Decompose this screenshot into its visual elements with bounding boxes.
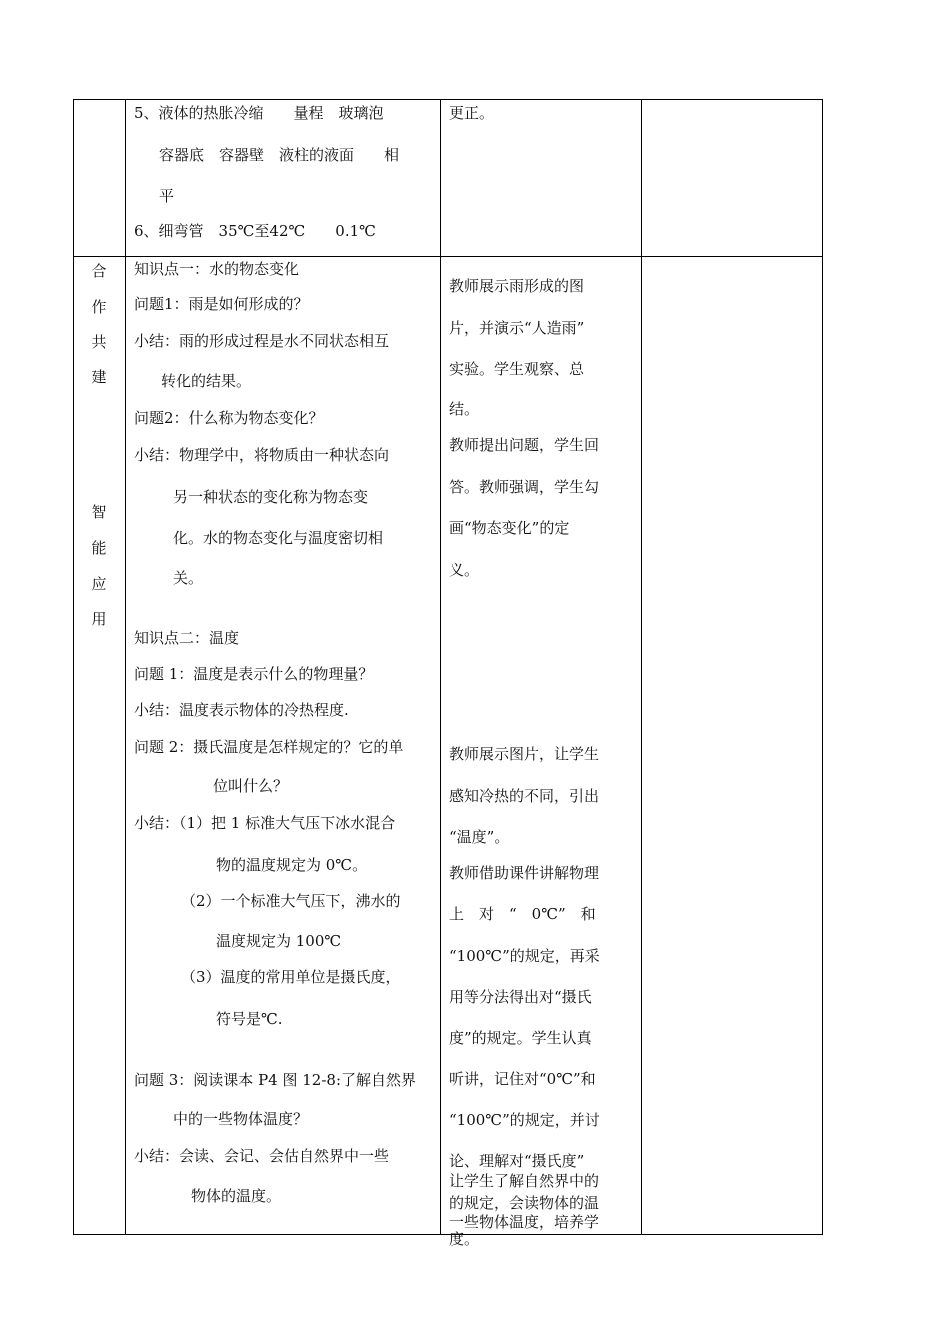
content-line: 容器底 容器壁 液柱的液面 相 [159, 146, 400, 164]
activity-line: 答。教师强调，学生勾 [449, 478, 600, 496]
activity-line: 感知冷热的不同，引出 [449, 787, 600, 805]
activity-line: “温度”。 [449, 828, 510, 846]
row1-content-cell [126, 99, 439, 256]
content-line: 物的温度规定为 0℃。 [216, 856, 368, 874]
content-line: 小结：会读、会记、会估自然界中一些 [134, 1147, 390, 1165]
notes-cell [642, 99, 822, 256]
activity-line: 一些物体温度，培养学 [449, 1213, 600, 1231]
activity-line: 让学生了解自然界中的 [449, 1172, 600, 1190]
activity-line: 上 对 “ 0℃” 和 [449, 905, 596, 923]
activity-line: 教师提出问题，学生回 [449, 436, 600, 454]
activity-line: “100℃”的规定，并讨 [449, 1111, 600, 1129]
activity-line: 度”的规定。学生认真 [449, 1029, 592, 1047]
content-line: 小结：雨的形成过程是水不同状态相互 [134, 332, 390, 350]
stage-char: 建 [91, 368, 107, 386]
activity-line: 教师借助课件讲解物理 [449, 864, 600, 882]
lesson-table [73, 99, 823, 1248]
content-line: 符号是℃. [216, 1010, 283, 1028]
content-line: 小结：温度表示物体的冷热程度. [134, 701, 349, 719]
content-line: 知识点二：温度 [134, 629, 240, 647]
content-line: 平 [159, 187, 175, 205]
activity-line: 论、理解对“摄氏度” [449, 1152, 585, 1170]
row2-content-cell [126, 257, 439, 1234]
activity-line: 听讲，记住对“0℃”和 [449, 1070, 596, 1088]
stage-char: 合 [91, 262, 107, 280]
content-line: 问题 3：阅读课本 P4 图 12-8:了解自然界 [134, 1071, 417, 1089]
content-line: （3）温度的常用单位是摄氏度， [181, 968, 401, 986]
row1-activity-cell [441, 99, 641, 256]
content-line: 问题 2：摄氏温度是怎样规定的？它的单 [134, 738, 404, 756]
content-line: 问题2：什么称为物态变化？ [134, 409, 324, 427]
content-line: 位叫什么？ [213, 777, 289, 795]
activity-line: 更正。 [449, 104, 495, 122]
content-line: 问题 1：温度是表示什么的物理量？ [134, 665, 374, 683]
stage-label [73, 257, 125, 1234]
content-line: 物体的温度。 [191, 1187, 282, 1205]
content-line: 温度规定为 100℃ [216, 932, 342, 950]
stage-char: 用 [91, 610, 107, 628]
stage-char: 智 [91, 503, 107, 521]
stage-char: 作 [91, 298, 107, 316]
activity-line: 片，并演示“人造雨” [449, 319, 585, 337]
stage-char: 能 [91, 539, 107, 557]
content-line: 化。水的物态变化与温度密切相 [173, 529, 384, 547]
content-line: 小结：物理学中，将物质由一种状态向 [134, 446, 390, 464]
activity-line: 用等分法得出对“摄氏 [449, 988, 592, 1006]
content-line: 关。 [173, 569, 204, 587]
activity-line: 度。 [449, 1230, 480, 1248]
content-line: 知识点一：水的物态变化 [134, 260, 300, 278]
activity-line: 的规定，会读物体的温 [449, 1194, 600, 1212]
notes-cell [642, 257, 822, 1234]
content-line: 转化的结果。 [161, 372, 252, 390]
content-line: 中的一些物体温度？ [173, 1110, 309, 1128]
content-line: 小结：（1）把 1 标准大气压下冰水混合 [134, 814, 396, 832]
activity-line: 实验。学生观察、总 [449, 360, 585, 378]
activity-line: “100℃”的规定，再采 [449, 947, 600, 965]
activity-line: 画“物态变化”的定 [449, 519, 570, 537]
content-line: 另一种状态的变化称为物态变 [173, 488, 369, 506]
activity-line: 教师展示雨形成的图 [449, 277, 585, 295]
content-line: 问题1：雨是如何形成的？ [134, 295, 309, 313]
stage-char: 应 [91, 575, 107, 593]
stage-char: 共 [91, 333, 107, 351]
activity-line: 教师展示图片，让学生 [449, 745, 600, 763]
activity-line: 义。 [449, 561, 480, 579]
activity-line: 结。 [449, 400, 480, 418]
row2-activity-cell [441, 257, 641, 1248]
content-line: 6、细弯管 35℃至42℃ 0.1℃ [134, 222, 376, 240]
content-line: 5、液体的热胀冷缩 量程 玻璃泡 [134, 104, 384, 122]
content-line: （2）一个标准大气压下，沸水的 [181, 892, 401, 910]
